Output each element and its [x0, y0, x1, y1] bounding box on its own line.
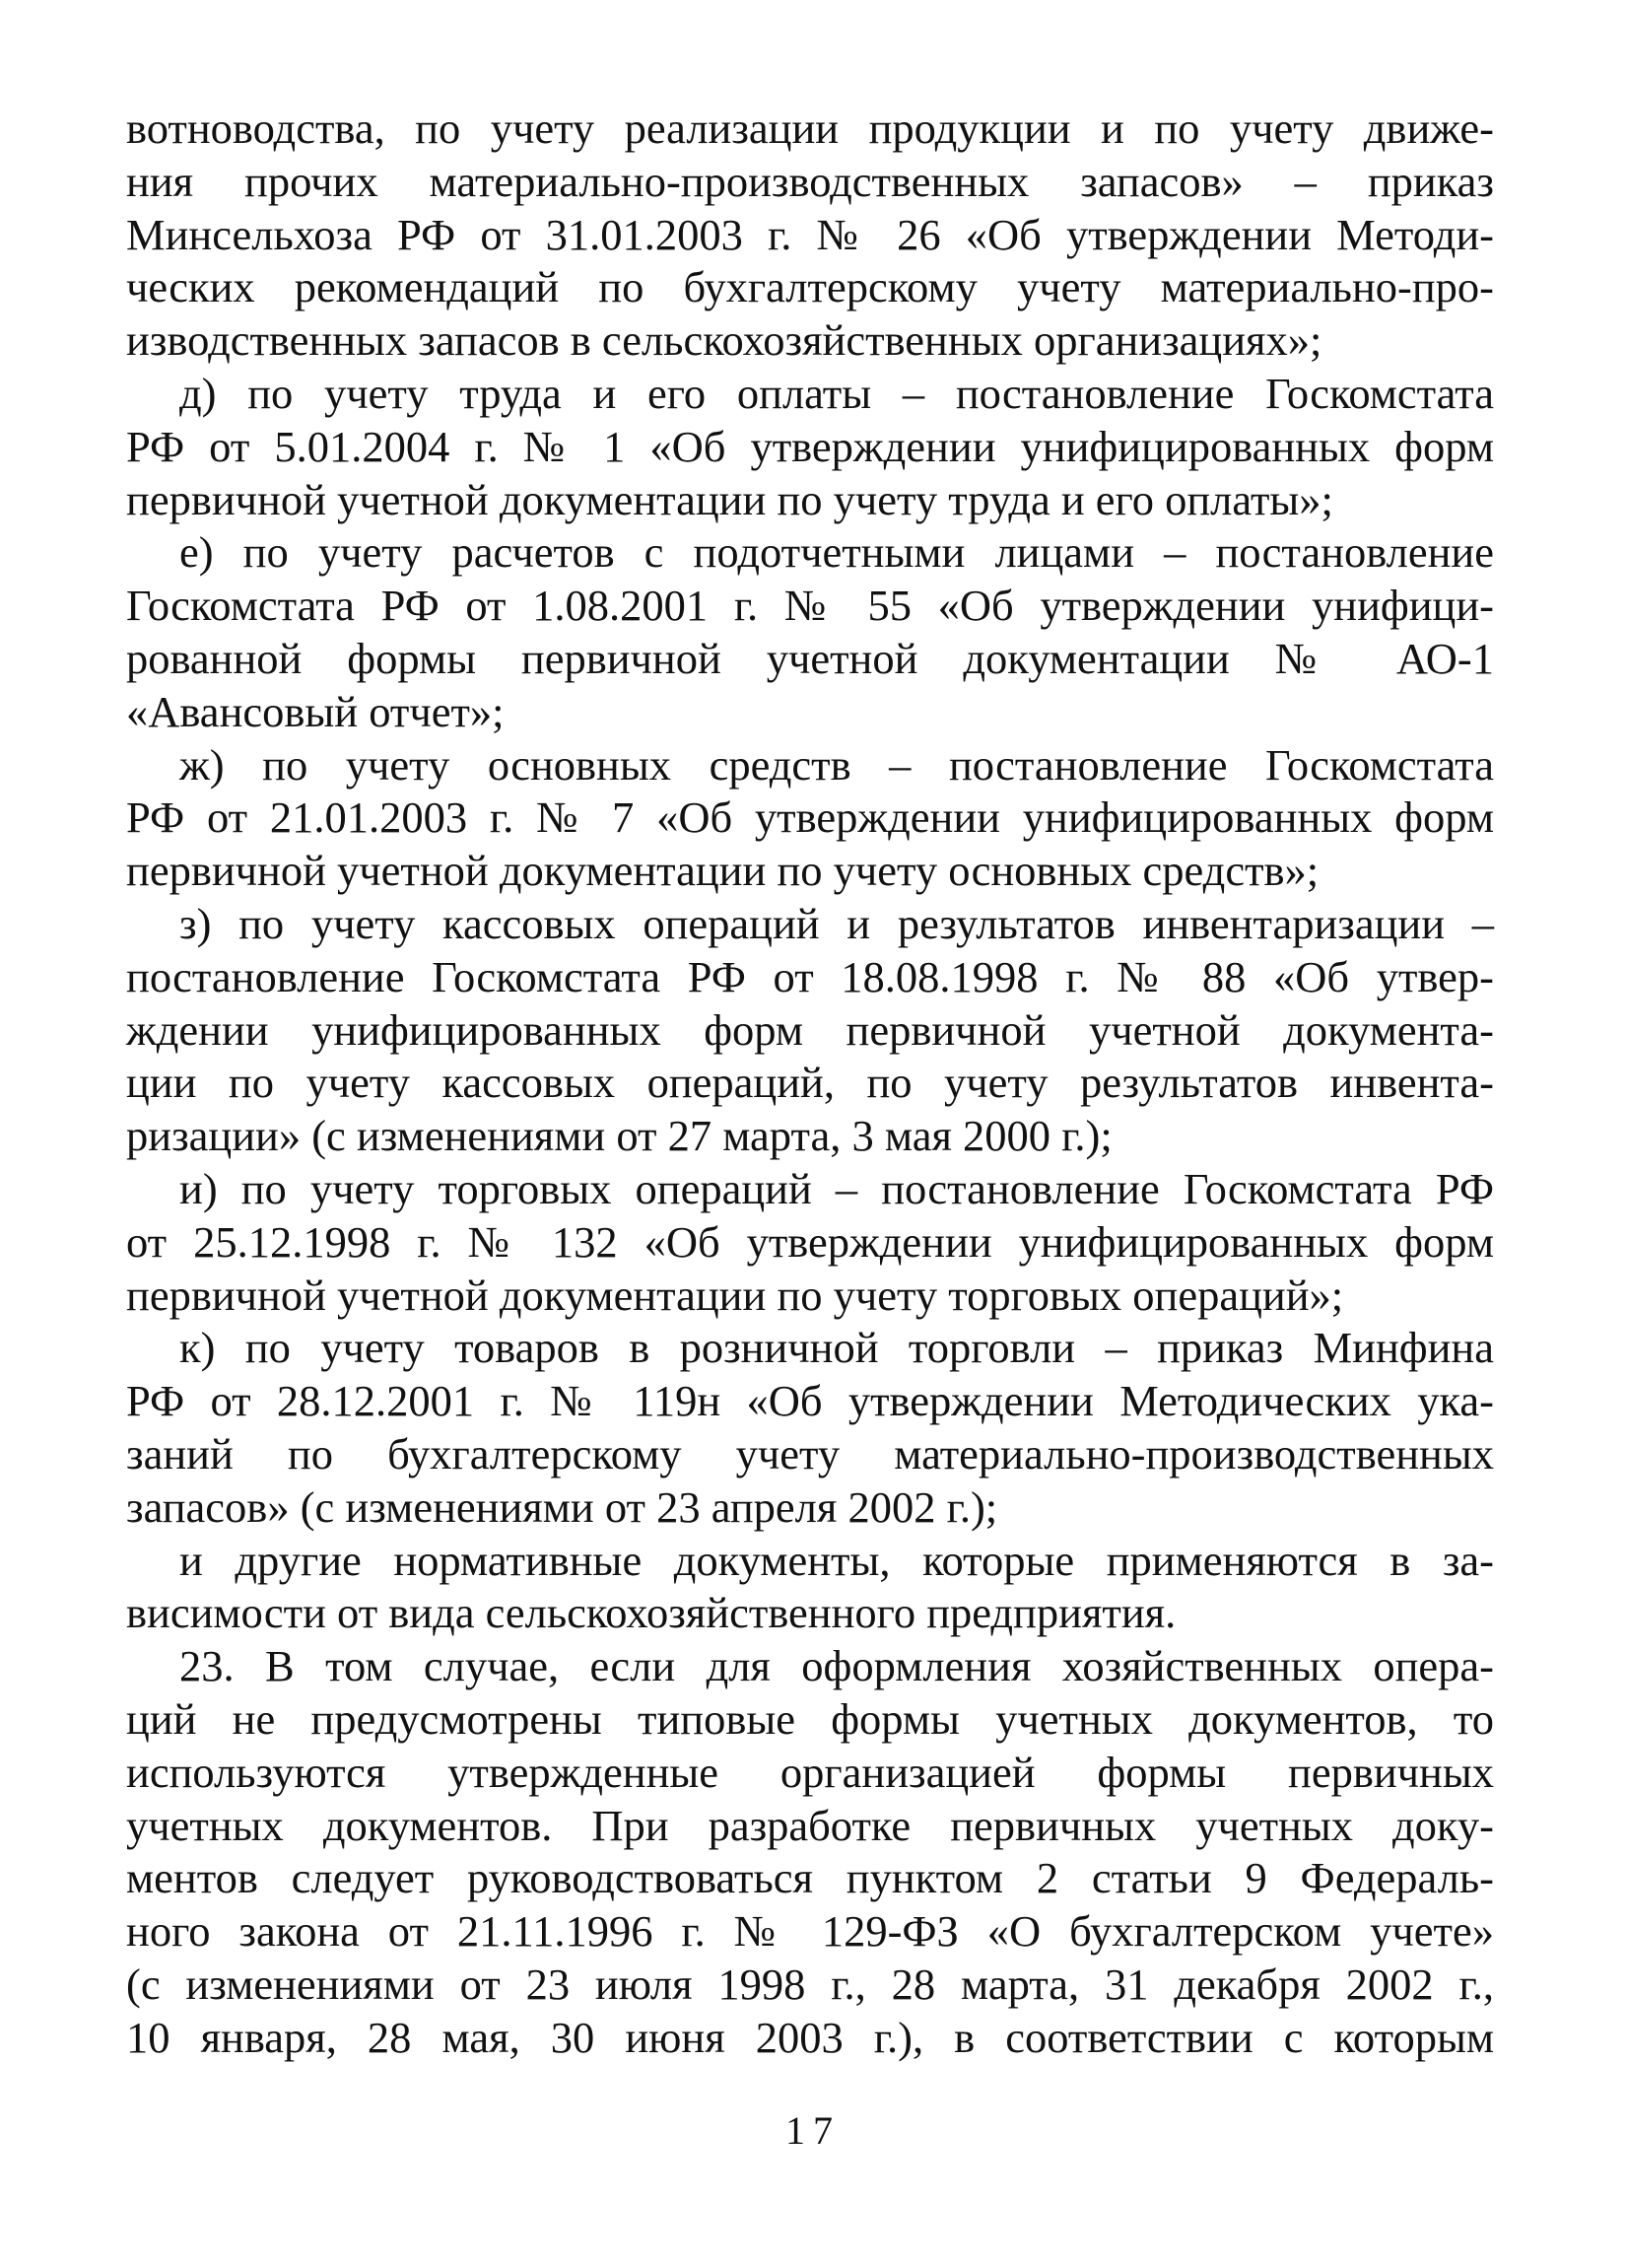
- paragraph: [126, 1640, 1494, 2064]
- text-line: ризации» (с изменениями от 27 марта, 3 мая 2000 г.);: [126, 1111, 1113, 1161]
- text-line: используются утвержденные организацией формы первичных: [126, 1747, 1494, 1797]
- paragraph: [126, 898, 1494, 1163]
- text-line: (с изменениями от 23 июля 1998 г., 28 марта, 31 декабря 2002 г.,: [126, 1959, 1494, 2009]
- text-line: изводственных запасов в сельскохозяйственных организациях»;: [126, 315, 1322, 366]
- text-line: ческих рекомендаций по бухгалтерскому учету материально-про-: [126, 262, 1494, 312]
- text-line: Минсельхоза РФ от 31.01.2003 г. № 26 «Об утверждении Методи-: [126, 209, 1494, 259]
- text-line: запасов» (с изменениями от 23 апреля 2002 г.);: [126, 1481, 998, 1532]
- paragraph: [126, 526, 1494, 738]
- text-line: первичной учетной документации по учету труда и его оплаты»;: [126, 474, 1333, 524]
- paragraph: [126, 103, 1494, 368]
- text-line: д) по учету труда и его оплаты – постановление Госкомстата: [179, 368, 1494, 418]
- text-line: ции по учету кассовых операций, по учету результатов инвента-: [126, 1058, 1494, 1108]
- text-line: ций не предусмотрены типовые формы учетных документов, то: [126, 1693, 1494, 1744]
- text-line: рованной формы первичной учетной документации № АО-1: [126, 633, 1494, 683]
- text-line: ния прочих материально-производственных запасов» – приказ: [126, 156, 1494, 206]
- paragraph: [126, 1163, 1494, 1322]
- text-line: и) по учету торговых операций – постановление Госкомстата РФ: [179, 1163, 1494, 1213]
- text-line: Госкомстата РФ от 1.08.2001 г. № 55 «Об утверждении унифици-: [126, 581, 1494, 631]
- text-line: ждении унифицированных форм первичной учетной документа-: [126, 1004, 1494, 1055]
- text-line: первичной учетной документации по учету основных средств»;: [126, 846, 1320, 896]
- text-line: от 25.12.1998 г. № 132 «Об утверждении унифицированных форм: [126, 1216, 1494, 1267]
- text-line: первичной учетной документации по учету торговых операций»;: [126, 1270, 1344, 1320]
- text-line: вотноводства, по учету реализации продукции и по учету движе-: [126, 103, 1494, 153]
- body-text: [126, 103, 1494, 2064]
- text-line: РФ от 5.01.2004 г. № 1 «Об утверждении унифицированных форм: [126, 421, 1494, 471]
- paragraph: [126, 739, 1494, 898]
- text-line: и другие нормативные документы, которые применяются в за-: [179, 1535, 1494, 1585]
- text-line: к) по учету товаров в розничной торговли – приказ Минфина: [179, 1323, 1494, 1373]
- text-line: ментов следует руководствоваться пунктом 2 статьи 9 Федераль-: [126, 1853, 1494, 1903]
- text-line: 10 января, 28 мая, 30 июня 2003 г.), в соответствии с которым: [126, 2012, 1494, 2062]
- text-line: РФ от 28.12.2001 г. № 119н «Об утверждении Методических ука-: [126, 1376, 1494, 1426]
- page-number: 17: [785, 2108, 841, 2153]
- paragraph: [126, 1322, 1494, 1534]
- text-line: «Авансовый отчет»;: [126, 686, 505, 736]
- text-line: ного закона от 21.11.1996 г. № 129-ФЗ «О бухгалтерском учете»: [126, 1906, 1494, 1957]
- text-line: учетных документов. При разработке первичных учетных доку-: [126, 1800, 1494, 1850]
- text-line: ж) по учету основных средств – постановление Госкомстата: [179, 739, 1494, 790]
- text-line: висимости от вида сельскохозяйственного предприятия.: [126, 1588, 1177, 1638]
- text-line: е) по учету расчетов с подотчетными лицами – постановление: [179, 527, 1494, 578]
- text-line: РФ от 21.01.2003 г. № 7 «Об утверждении унифицированных форм: [126, 792, 1494, 843]
- text-line: з) по учету кассовых операций и результатов инвентаризации –: [179, 898, 1494, 948]
- text-line: постановление Госкомстата РФ от 18.08.1998 г. № 88 «Об утвер-: [126, 951, 1494, 1001]
- text-line: заний по бухгалтерскому учету материально-производственных: [126, 1428, 1494, 1478]
- paragraph: [126, 368, 1494, 526]
- paragraph: [126, 1535, 1494, 1641]
- text-line: 23. В том случае, если для оформления хозяйственных опера-: [179, 1641, 1494, 1691]
